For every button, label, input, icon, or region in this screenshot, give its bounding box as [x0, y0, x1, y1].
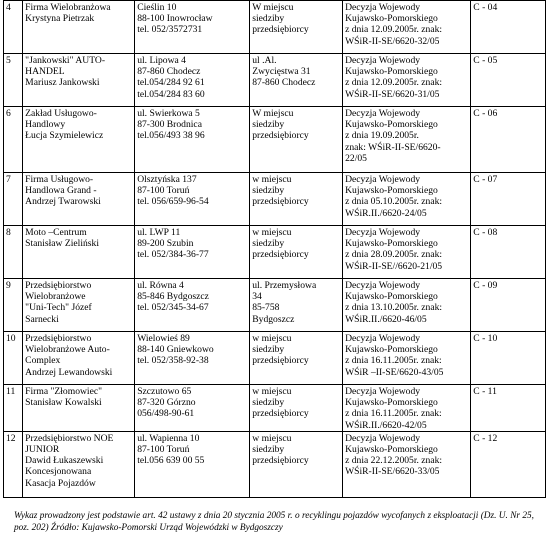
company-name-line: Stanisław Zieliński — [25, 238, 99, 250]
company-address-cell — [135, 54, 250, 107]
company-address-line: 056/498-90-61 — [137, 408, 195, 420]
permit-decision-line: WŚiR-II-SE/6620-32/05 — [345, 35, 440, 47]
company-name-line: Wielobranżowe Auto- — [25, 344, 110, 356]
company-address-line: ul. Swierkowa 5 — [137, 108, 200, 119]
permit-decision-line: Decyzja Wojewody — [345, 227, 421, 238]
permit-decision-cell — [343, 173, 471, 226]
dismantling-location-line: przedsiębiorcy — [252, 455, 309, 467]
register-code-cell: C - 06 — [471, 107, 546, 173]
company-name-line: Wielobranżowe — [25, 291, 86, 303]
dismantling-location-line: 34 — [252, 291, 262, 303]
company-name-line: Dawid Łukaszewski — [25, 455, 104, 467]
entry-number-cell: 9 — [4, 279, 23, 332]
company-address-line: tel. 052/384-36-77 — [137, 249, 209, 261]
permit-decision-line: Kujawsko-Pomorskiego — [345, 444, 438, 456]
company-address-line: ul. Wapienna 10 — [137, 432, 200, 444]
entry-number-cell: 7 — [4, 173, 23, 226]
dismantling-location-line: w miejscu — [252, 174, 292, 185]
permit-decision-line: WŚiR-II-SE//6620-21/05 — [345, 260, 443, 272]
company-address-line: 89-200 Szubin — [137, 238, 194, 250]
permit-decision-line: Decyzja Wojewody — [345, 333, 421, 344]
permit-decision-line: Decyzja Wojewody — [345, 2, 421, 13]
company-address-line: tel. 052/358-92-38 — [137, 355, 209, 367]
table-body — [4, 1, 546, 498]
company-name-line: Handlowa Grand - — [25, 185, 97, 197]
company-address-cell — [135, 1, 250, 54]
permit-decision-line: Kujawsko-Pomorskiego — [345, 13, 438, 25]
company-address-line: 88-100 Inowrocław — [137, 13, 213, 25]
register-code-cell: C - 09 — [471, 279, 546, 332]
company-name-cell — [23, 173, 135, 226]
company-address-line: tel. 052/345-34-67 — [137, 302, 209, 314]
permit-decision-cell — [343, 332, 471, 385]
company-name-line: Mariusz Jankowski — [25, 77, 100, 89]
permit-decision-cell — [343, 54, 471, 107]
permit-decision-line: Kujawsko-Pomorskiego — [345, 119, 438, 131]
permit-decision-line: Decyzja Wojewody — [345, 280, 421, 291]
permit-decision-line: znak: WŚiR-II-SE/6620- — [345, 141, 441, 153]
table-row — [4, 385, 546, 432]
dismantling-location-cell — [250, 173, 343, 226]
entry-number-cell: 5 — [4, 54, 23, 107]
company-name-cell — [23, 1, 135, 54]
register-code-cell: C - 05 — [471, 54, 546, 107]
permit-decision-line: z dnia 16.11.2005r. znak: — [345, 355, 442, 367]
dismantling-location-cell — [250, 279, 343, 332]
company-name-line: Firma Wielobranżowa — [25, 2, 111, 13]
register-code-cell: C - 04 — [471, 1, 546, 54]
company-name-cell — [23, 54, 135, 107]
company-address-line: ul. LWP 11 — [137, 227, 181, 238]
dismantling-location-line: siedziby — [252, 13, 285, 25]
company-name-cell — [23, 385, 135, 432]
dismantling-location-line: siedziby — [252, 185, 285, 197]
company-name-line: "Jankowski" AUTO- — [25, 55, 106, 66]
company-name-line: Andrzej Twarowski — [25, 196, 101, 208]
company-name-line: Sarnecki — [25, 313, 59, 325]
permit-decision-line: WŚiR-II-SE/6620-33/05 — [345, 466, 440, 478]
company-name-line: Koncesjonowana — [25, 466, 92, 478]
company-address-line: 88-140 Gniewkowo — [137, 344, 214, 356]
company-address-line: Olsztyńska 137 — [137, 174, 197, 185]
company-name-line: Zakład Usługowo- — [25, 108, 97, 119]
vehicle-dismantling-register-table — [3, 0, 546, 498]
company-address-line: 87-320 Górzno — [137, 397, 196, 409]
company-address-line: tel.054/284 92 61 — [137, 77, 205, 89]
register-code-cell: C - 07 — [471, 173, 546, 226]
entry-number-cell: 8 — [4, 226, 23, 279]
permit-decision-cell — [343, 279, 471, 332]
permit-decision-line: Decyzja Wojewody — [345, 108, 421, 119]
dismantling-location-line: przedsiębiorcy — [252, 408, 309, 420]
company-address-cell — [135, 431, 250, 497]
company-name-line: "Uni-Tech" Józef — [25, 302, 92, 314]
table-footnote: Wykaz prowadzony jest podstawie art. 42 ustawy z dnia 20 stycznia 2005 r. o recyklingu pojazdów wycofanych z eksploatacji (Dz. U. Nr 25, poz. 202) Źródło: Kujawsko-Pomorski Urząd Wojewódzki w Bydgoszczy — [14, 511, 534, 533]
company-name-line: Firma "Złomowiec" — [25, 386, 103, 397]
entry-number-cell: 11 — [4, 385, 23, 432]
company-name-line: Przedsiębiorstwo NOE — [25, 432, 114, 444]
company-address-cell — [135, 226, 250, 279]
company-name-line: HANDEL — [25, 66, 65, 78]
company-name-cell — [23, 431, 135, 497]
company-address-line: 85-846 Bydgoszcz — [137, 291, 209, 303]
company-address-line: Szczutowo 65 — [137, 386, 192, 397]
company-address-line: 87-100 Toruń — [137, 444, 190, 456]
company-address-cell — [135, 385, 250, 432]
dismantling-location-line: przedsiębiorcy — [252, 249, 309, 261]
dismantling-location-line: w miejscu — [252, 333, 292, 344]
company-name-line: Przedsiębiorstwo — [25, 333, 92, 344]
company-address-line: tel. 056/659-96-54 — [137, 196, 209, 208]
company-name-line: Andrzej Lewandowski — [25, 366, 113, 378]
company-name-line: JUNIOR — [25, 444, 60, 456]
dismantling-location-line: siedziby — [252, 119, 285, 131]
dismantling-location-line: przedsiębiorcy — [252, 355, 309, 367]
permit-decision-line: Decyzja Wojewody — [345, 55, 421, 66]
company-address-line: 87-300 Brodnica — [137, 119, 202, 131]
register-code-cell: C - 12 — [471, 431, 546, 497]
permit-decision-line: Decyzja Wojewody — [345, 432, 421, 444]
permit-decision-line: WŚiR.II./6620-42/05 — [345, 419, 427, 431]
company-address-line: tel.054/284 83 60 — [137, 88, 205, 100]
entry-number-cell: 12 — [4, 431, 23, 497]
dismantling-location-cell — [250, 385, 343, 432]
company-address-line: tel.056 639 00 55 — [137, 455, 205, 467]
table-row — [4, 107, 546, 173]
dismantling-location-line: w miejscu — [252, 386, 292, 397]
dismantling-location-line: siedziby — [252, 344, 285, 356]
table-row — [4, 1, 546, 54]
permit-decision-line: Kujawsko-Pomorskiego — [345, 238, 438, 250]
dismantling-location-line: przedsiębiorcy — [252, 24, 309, 36]
company-name-cell — [23, 107, 135, 173]
permit-decision-cell — [343, 1, 471, 54]
dismantling-location-line: przedsiębiorcy — [252, 130, 309, 142]
dismantling-location-line: W miejscu — [252, 108, 294, 119]
company-name-line: Łucja Szymielewicz — [25, 130, 104, 142]
permit-decision-line: z dnia 16.11.2005r. znak: — [345, 408, 442, 420]
company-name-cell — [23, 279, 135, 332]
company-name-line: Kasacja Pojazdów — [25, 477, 96, 489]
permit-decision-line: WŚiR.II./6620-46/05 — [345, 313, 427, 325]
permit-decision-line: z dnia 19.09.2005r. — [345, 130, 419, 142]
permit-decision-line: z dnia 22.12.2005r. znak: — [345, 455, 443, 467]
permit-decision-line: Kujawsko-Pomorskiego — [345, 397, 438, 409]
permit-decision-cell — [343, 107, 471, 173]
company-address-line: 87-860 Chodecz — [137, 66, 201, 78]
dismantling-location-cell — [250, 332, 343, 385]
table-row — [4, 279, 546, 332]
company-name-line: Stanisław Kowalski — [25, 397, 102, 409]
table-row — [4, 54, 546, 107]
permit-decision-line: Kujawsko-Pomorskiego — [345, 185, 438, 197]
dismantling-location-line: 85-758 — [252, 302, 280, 314]
permit-decision-line: Kujawsko-Pomorskiego — [345, 291, 438, 303]
company-name-line: Moto –Centrum — [25, 227, 87, 238]
company-name-cell — [23, 226, 135, 279]
company-address-cell — [135, 107, 250, 173]
permit-decision-line: z dnia 13.10.2005r. znak: — [345, 302, 443, 314]
dismantling-location-line: w miejscu — [252, 432, 292, 444]
permit-decision-cell — [343, 226, 471, 279]
permit-decision-line: z dnia 12.09.2005r. znak: — [345, 24, 443, 36]
company-name-line: Handlowy — [25, 119, 66, 131]
company-name-cell — [23, 332, 135, 385]
table-row — [4, 173, 546, 226]
dismantling-location-line: siedziby — [252, 444, 285, 456]
permit-decision-cell — [343, 385, 471, 432]
permit-decision-line: WŚiR-II-SE/6620-31/05 — [345, 88, 440, 100]
dismantling-location-cell — [250, 1, 343, 54]
entry-number-cell: 4 — [4, 1, 23, 54]
permit-decision-cell — [343, 431, 471, 497]
permit-decision-line: WŚiR.II./6620-24/05 — [345, 207, 427, 219]
register-code-cell: C - 11 — [471, 385, 546, 432]
dismantling-location-cell — [250, 226, 343, 279]
register-code-cell: C - 08 — [471, 226, 546, 279]
company-address-line: tel.056/493 38 96 — [137, 130, 205, 142]
dismantling-location-line: siedziby — [252, 238, 285, 250]
dismantling-location-line: ul. Przemysłowa — [252, 280, 317, 291]
company-name-line: Krystyna Pietrzak — [25, 13, 95, 25]
dismantling-location-line: ul .Al. — [252, 55, 277, 66]
dismantling-location-line: 87-860 Chodecz — [252, 77, 316, 89]
table-row — [4, 431, 546, 497]
permit-decision-line: z dnia 12.09.2005r. znak: — [345, 77, 443, 89]
entry-number-cell: 6 — [4, 107, 23, 173]
permit-decision-line: Decyzja Wojewody — [345, 174, 421, 185]
register-code-cell: C - 10 — [471, 332, 546, 385]
company-address-line: ul. Równa 4 — [137, 280, 184, 291]
permit-decision-line: Decyzja Wojewody — [345, 386, 421, 397]
dismantling-location-line: Bydgoszcz — [252, 313, 295, 325]
dismantling-location-cell — [250, 54, 343, 107]
permit-decision-line: WŚiR –II-SE/6620-43/05 — [345, 366, 444, 378]
permit-decision-line: z dnia 05.10.2005r. znak: — [345, 196, 443, 208]
dismantling-location-line: Zwycięstwa 31 — [252, 66, 311, 78]
table-row — [4, 332, 546, 385]
company-name-line: Firma Usługowo- — [25, 174, 94, 185]
company-address-line: Cieślin 10 — [137, 2, 177, 13]
company-address-line: Wielowieś 89 — [137, 333, 190, 344]
company-address-line: 87-100 Toruń — [137, 185, 190, 197]
dismantling-location-line: siedziby — [252, 397, 285, 409]
dismantling-location-cell — [250, 431, 343, 497]
company-name-line: Complex — [25, 355, 61, 367]
entry-number-cell: 10 — [4, 332, 23, 385]
company-address-cell — [135, 173, 250, 226]
table-row — [4, 226, 546, 279]
permit-decision-line: z dnia 28.09.2005r. znak: — [345, 249, 443, 261]
company-address-cell — [135, 279, 250, 332]
dismantling-location-line: W miejscu — [252, 2, 294, 13]
permit-decision-line: Kujawsko-Pomorskiego — [345, 344, 438, 356]
company-address-line: tel. 052/3572731 — [137, 24, 203, 36]
company-name-line: Przedsiębiorstwo — [25, 280, 92, 291]
dismantling-location-line: przedsiębiorcy — [252, 196, 309, 208]
dismantling-location-line: w miejscu — [252, 227, 292, 238]
company-address-line: ul. Lipowa 4 — [137, 55, 186, 66]
dismantling-location-cell — [250, 107, 343, 173]
permit-decision-line: Kujawsko-Pomorskiego — [345, 66, 438, 78]
permit-decision-line: 22/05 — [345, 152, 367, 164]
company-address-cell — [135, 332, 250, 385]
